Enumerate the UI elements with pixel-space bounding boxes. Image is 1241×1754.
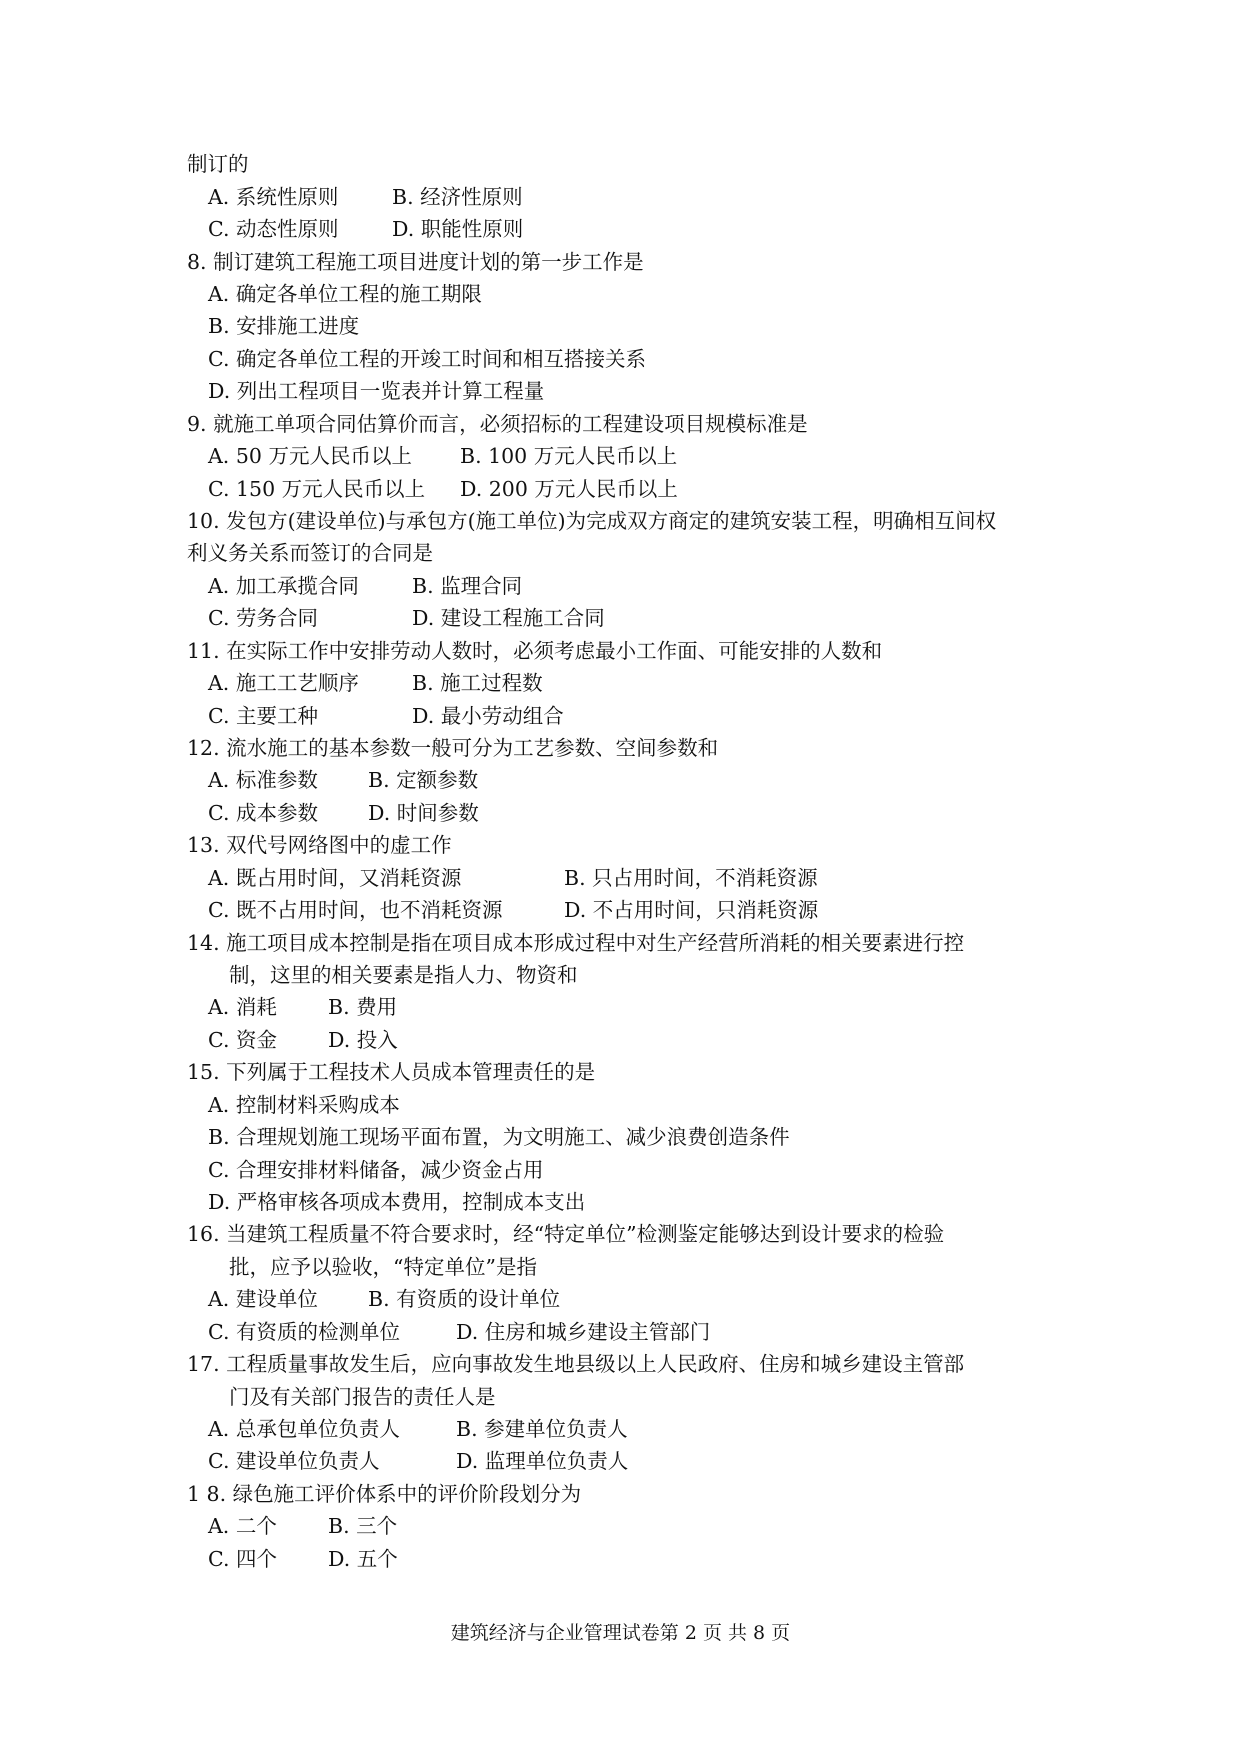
question-18: 1 8. 绿色施工评价体系中的评价阶段划分为 — [187, 1482, 582, 1506]
option-10c: C. 劳务合同 — [208, 606, 318, 630]
option-10b: B. 监理合同 — [412, 574, 523, 598]
option-11a: A. 施工工艺顺序 — [208, 671, 359, 695]
option-8c: C. 确定各单位工程的开竣工时间和相互搭接关系 — [208, 347, 646, 371]
question-16-continuation: 批，应予以验收，“特定单位”是指 — [229, 1255, 537, 1279]
option-18a: A. 二个 — [208, 1514, 277, 1538]
option-8d: D. 列出工程项目一览表并计算工程量 — [208, 379, 545, 403]
option-10d: D. 建设工程施工合同 — [412, 606, 605, 630]
option-15a: A. 控制材料采购成本 — [208, 1093, 400, 1117]
question-8: 8. 制订建筑工程施工项目进度计划的第一步工作是 — [187, 250, 644, 274]
option-16c: C. 有资质的检测单位 — [208, 1320, 400, 1344]
option-8a: A. 确定各单位工程的施工期限 — [208, 282, 482, 306]
option-7d: D. 职能性原则 — [392, 217, 524, 241]
option-18b: B. 三个 — [328, 1514, 398, 1538]
question-10-continuation: 利义务关系而签订的合同是 — [187, 541, 433, 565]
option-14c: C. 资金 — [208, 1028, 277, 1052]
option-11c: C. 主要工种 — [208, 704, 318, 728]
option-13d: D. 不占用时间，只消耗资源 — [564, 898, 819, 922]
question-7-continuation: 制订的 — [187, 152, 249, 176]
option-12a: A. 标准参数 — [208, 768, 318, 792]
option-16a: A. 建设单位 — [208, 1287, 318, 1311]
question-10: 10. 发包方(建设单位)与承包方(施工单位)为完成双方商定的建筑安装工程，明确相互间权 — [187, 509, 997, 533]
option-9a: A. 50 万元人民币以上 — [208, 444, 412, 468]
question-14: 14. 施工项目成本控制是指在项目成本形成过程中对生产经营所消耗的相关要素进行控 — [187, 931, 965, 955]
option-14a: A. 消耗 — [208, 995, 277, 1019]
question-15: 15. 下列属于工程技术人员成本管理责任的是 — [187, 1060, 596, 1084]
option-12c: C. 成本参数 — [208, 801, 318, 825]
option-7c: C. 动态性原则 — [208, 217, 339, 241]
option-7b: B. 经济性原则 — [392, 185, 523, 209]
question-9: 9. 就施工单项合同估算价而言，必须招标的工程建设项目规模标准是 — [187, 412, 808, 436]
option-17d: D. 监理单位负责人 — [456, 1449, 629, 1473]
option-9d: D. 200 万元人民币以上 — [460, 477, 678, 501]
option-9c: C. 150 万元人民币以上 — [208, 477, 426, 501]
option-7a: A. 系统性原则 — [208, 185, 339, 209]
page-footer: 建筑经济与企业管理试卷第 2 页 共 8 页 — [450, 1622, 791, 1644]
option-18d: D. 五个 — [328, 1547, 398, 1571]
option-10a: A. 加工承揽合同 — [208, 574, 359, 598]
option-13a: A. 既占用时间，又消耗资源 — [208, 866, 462, 890]
option-16d: D. 住房和城乡建设主管部门 — [456, 1320, 711, 1344]
option-17a: A. 总承包单位负责人 — [208, 1417, 400, 1441]
option-14d: D. 投入 — [328, 1028, 398, 1052]
option-9b: B. 100 万元人民币以上 — [460, 444, 678, 468]
question-13: 13. 双代号网络图中的虚工作 — [187, 833, 452, 857]
option-11d: D. 最小劳动组合 — [412, 704, 564, 728]
question-16: 16. 当建筑工程质量不符合要求时，经“特定单位”检测鉴定能够达到设计要求的检验 — [187, 1222, 945, 1246]
question-11: 11. 在实际工作中安排劳动人数时，必须考虑最小工作面、可能安排的人数和 — [187, 639, 883, 663]
option-15c: C. 合理安排材料储备，减少资金占用 — [208, 1158, 544, 1182]
option-17c: C. 建设单位负责人 — [208, 1449, 380, 1473]
option-17b: B. 参建单位负责人 — [456, 1417, 628, 1441]
question-14-continuation: 制，这里的相关要素是指人力、物资和 — [229, 963, 578, 987]
option-13b: B. 只占用时间，不消耗资源 — [564, 866, 818, 890]
option-15b: B. 合理规划施工现场平面布置，为文明施工、减少浪费创造条件 — [208, 1125, 790, 1149]
option-12d: D. 时间参数 — [368, 801, 479, 825]
option-18c: C. 四个 — [208, 1547, 277, 1571]
option-16b: B. 有资质的设计单位 — [368, 1287, 561, 1311]
question-12: 12. 流水施工的基本参数一般可分为工艺参数、空间参数和 — [187, 736, 719, 760]
question-17-continuation: 门及有关部门报告的责任人是 — [229, 1385, 496, 1409]
option-8b: B. 安排施工进度 — [208, 314, 360, 338]
option-15d: D. 严格审核各项成本费用，控制成本支出 — [208, 1190, 586, 1214]
option-11b: B. 施工过程数 — [412, 671, 543, 695]
option-12b: B. 定额参数 — [368, 768, 479, 792]
option-13c: C. 既不占用时间，也不消耗资源 — [208, 898, 503, 922]
question-17: 17. 工程质量事故发生后，应向事故发生地县级以上人民政府、住房和城乡建设主管部 — [187, 1352, 965, 1376]
option-14b: B. 费用 — [328, 995, 398, 1019]
